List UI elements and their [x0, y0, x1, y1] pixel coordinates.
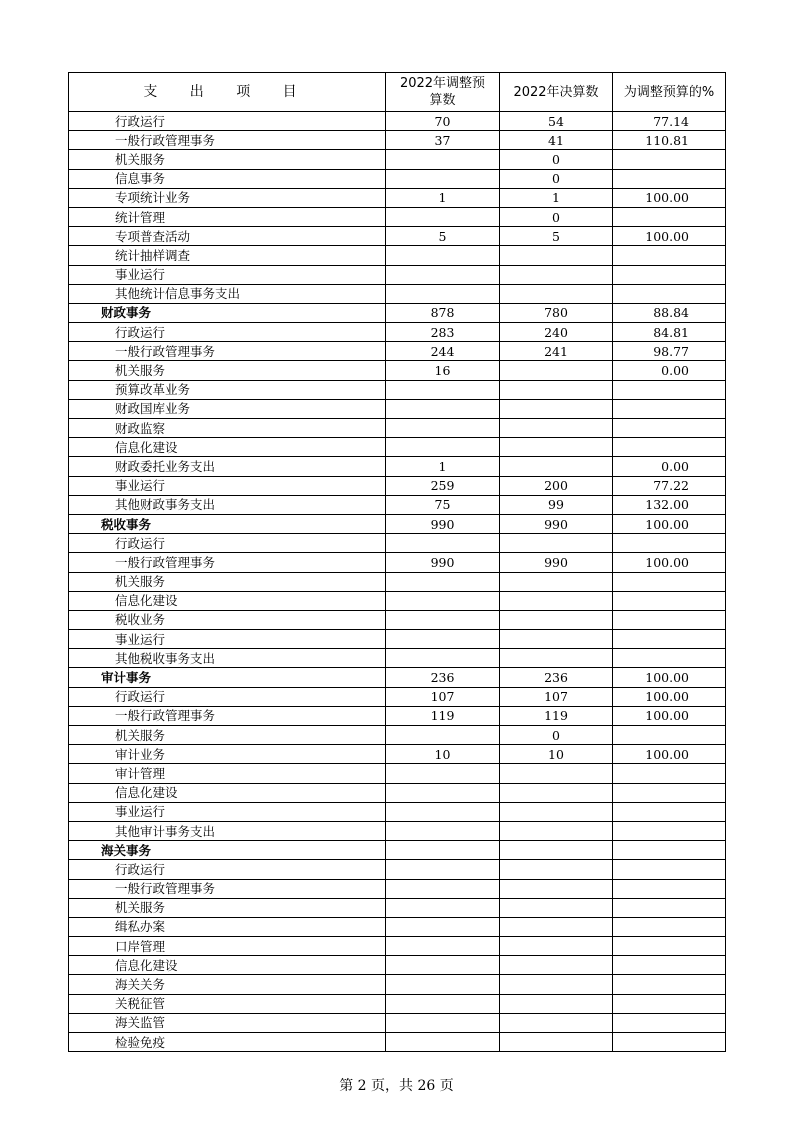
row-ratio-cell [613, 591, 726, 610]
row-item-cell: 财政事务 [69, 303, 386, 322]
row-final-cell: 99 [500, 495, 613, 514]
row-ratio-cell: 88.84 [613, 303, 726, 322]
row-final-cell [500, 534, 613, 553]
row-ratio-cell: 100.00 [613, 745, 726, 764]
row-budget-cell [386, 265, 500, 284]
row-item-cell: 一般行政管理事务 [69, 553, 386, 572]
row-item-cell: 审计业务 [69, 745, 386, 764]
row-budget-cell [386, 169, 500, 188]
row-final-cell [500, 860, 613, 879]
table-row [69, 246, 726, 265]
row-ratio-cell [613, 726, 726, 745]
table-row [69, 495, 726, 514]
row-budget-cell [386, 572, 500, 591]
row-final-cell [500, 419, 613, 438]
table-row [69, 438, 726, 457]
row-ratio-cell: 100.00 [613, 706, 726, 725]
row-budget-cell [386, 917, 500, 936]
table-row [69, 188, 726, 207]
row-final-cell: 1 [500, 188, 613, 207]
row-final-cell: 119 [500, 706, 613, 725]
category-row [69, 668, 726, 687]
row-budget-cell [386, 994, 500, 1013]
table-row [69, 591, 726, 610]
row-item-cell: 关税征管 [69, 994, 386, 1013]
row-item-cell: 专项统计业务 [69, 188, 386, 207]
row-ratio-cell [613, 399, 726, 418]
table-row [69, 572, 726, 591]
row-budget-cell: 259 [386, 476, 500, 495]
row-final-cell: 990 [500, 514, 613, 533]
row-item-cell: 信息化建设 [69, 438, 386, 457]
row-budget-cell [386, 1013, 500, 1032]
row-budget-cell [386, 975, 500, 994]
row-ratio-cell [613, 994, 726, 1013]
row-budget-cell [386, 284, 500, 303]
row-item-cell: 事业运行 [69, 802, 386, 821]
row-ratio-cell [613, 610, 726, 629]
row-ratio-cell [613, 917, 726, 936]
row-final-cell [500, 994, 613, 1013]
row-ratio-cell [613, 802, 726, 821]
row-item-cell: 海关关务 [69, 975, 386, 994]
row-item-cell: 其他财政事务支出 [69, 495, 386, 514]
row-final-cell: 236 [500, 668, 613, 687]
row-final-cell: 107 [500, 687, 613, 706]
row-final-cell: 41 [500, 131, 613, 150]
row-item-cell: 一般行政管理事务 [69, 879, 386, 898]
row-budget-cell: 107 [386, 687, 500, 706]
row-ratio-cell [613, 764, 726, 783]
category-row [69, 514, 726, 533]
table-row [69, 534, 726, 553]
row-final-cell: 0 [500, 150, 613, 169]
row-ratio-cell: 100.00 [613, 227, 726, 246]
row-budget-cell [386, 726, 500, 745]
row-ratio-cell [613, 380, 726, 399]
table-row [69, 112, 726, 131]
category-row [69, 841, 726, 860]
page-footer: 第 2 页，共 26 页 [339, 1078, 454, 1094]
row-item-cell: 海关事务 [69, 841, 386, 860]
table-row [69, 879, 726, 898]
row-budget-cell [386, 783, 500, 802]
table-row [69, 745, 726, 764]
row-item-cell: 行政运行 [69, 687, 386, 706]
row-item-cell: 信息化建设 [69, 956, 386, 975]
row-ratio-cell: 98.77 [613, 342, 726, 361]
row-item-cell: 税收业务 [69, 610, 386, 629]
row-budget-cell: 878 [386, 303, 500, 322]
row-budget-cell: 119 [386, 706, 500, 725]
row-final-cell [500, 284, 613, 303]
header-item: 支 出 项 目 [69, 73, 386, 112]
row-item-cell: 税收事务 [69, 514, 386, 533]
row-ratio-cell [613, 860, 726, 879]
header-final: 2022年决算数 [500, 73, 613, 112]
row-budget-cell: 990 [386, 514, 500, 533]
header-budget: 2022年调整预算数 [386, 73, 500, 112]
row-ratio-cell [613, 572, 726, 591]
row-final-cell [500, 610, 613, 629]
row-item-cell: 海关监管 [69, 1013, 386, 1032]
row-budget-cell [386, 150, 500, 169]
row-ratio-cell: 100.00 [613, 553, 726, 572]
row-budget-cell: 10 [386, 745, 500, 764]
row-budget-cell: 283 [386, 323, 500, 342]
row-ratio-cell: 100.00 [613, 188, 726, 207]
row-ratio-cell: 77.22 [613, 476, 726, 495]
row-ratio-cell [613, 630, 726, 649]
row-item-cell: 行政运行 [69, 323, 386, 342]
table-row [69, 726, 726, 745]
row-item-cell: 审计管理 [69, 764, 386, 783]
table-row [69, 227, 726, 246]
table-row [69, 150, 726, 169]
row-final-cell: 241 [500, 342, 613, 361]
row-budget-cell: 1 [386, 188, 500, 207]
row-item-cell: 其他税收事务支出 [69, 649, 386, 668]
row-budget-cell: 5 [386, 227, 500, 246]
row-final-cell: 200 [500, 476, 613, 495]
table-row [69, 419, 726, 438]
row-budget-cell [386, 591, 500, 610]
row-budget-cell [386, 879, 500, 898]
row-ratio-cell [613, 975, 726, 994]
row-final-cell [500, 1013, 613, 1032]
row-budget-cell: 244 [386, 342, 500, 361]
table-row [69, 399, 726, 418]
table-row [69, 342, 726, 361]
row-item-cell: 其他统计信息事务支出 [69, 284, 386, 303]
category-row [69, 303, 726, 322]
table-row [69, 323, 726, 342]
row-budget-cell: 70 [386, 112, 500, 131]
row-item-cell: 检验免疫 [69, 1033, 386, 1052]
row-budget-cell: 990 [386, 553, 500, 572]
table-row [69, 457, 726, 476]
row-ratio-cell [613, 649, 726, 668]
row-ratio-cell: 84.81 [613, 323, 726, 342]
row-ratio-cell [613, 937, 726, 956]
row-final-cell: 54 [500, 112, 613, 131]
row-final-cell [500, 937, 613, 956]
row-ratio-cell: 100.00 [613, 668, 726, 687]
table-row [69, 975, 726, 994]
row-budget-cell [386, 610, 500, 629]
row-final-cell [500, 783, 613, 802]
row-item-cell: 一般行政管理事务 [69, 706, 386, 725]
row-item-cell: 信息化建设 [69, 783, 386, 802]
row-item-cell: 机关服务 [69, 898, 386, 917]
row-final-cell [500, 802, 613, 821]
row-budget-cell [386, 207, 500, 226]
table-row [69, 476, 726, 495]
row-ratio-cell [613, 284, 726, 303]
header-ratio: 为调整预算的% [613, 73, 726, 112]
row-budget-cell: 1 [386, 457, 500, 476]
row-item-cell: 口岸管理 [69, 937, 386, 956]
row-ratio-cell [613, 879, 726, 898]
row-budget-cell: 75 [386, 495, 500, 514]
row-final-cell: 5 [500, 227, 613, 246]
row-final-cell [500, 841, 613, 860]
row-final-cell [500, 246, 613, 265]
table-row [69, 361, 726, 380]
table-body [69, 112, 726, 1052]
table-row [69, 380, 726, 399]
row-final-cell [500, 956, 613, 975]
row-ratio-cell: 0.00 [613, 457, 726, 476]
row-item-cell: 事业运行 [69, 476, 386, 495]
row-budget-cell [386, 380, 500, 399]
row-budget-cell [386, 956, 500, 975]
table-row [69, 994, 726, 1013]
row-item-cell: 机关服务 [69, 572, 386, 591]
row-item-cell: 统计管理 [69, 207, 386, 226]
table-row [69, 937, 726, 956]
table-row [69, 207, 726, 226]
row-final-cell [500, 649, 613, 668]
table-row [69, 706, 726, 725]
table-row [69, 860, 726, 879]
row-item-cell: 财政国库业务 [69, 399, 386, 418]
row-final-cell [500, 591, 613, 610]
row-item-cell: 专项普查活动 [69, 227, 386, 246]
row-item-cell: 缉私办案 [69, 917, 386, 936]
row-budget-cell [386, 802, 500, 821]
row-budget-cell [386, 246, 500, 265]
table-row [69, 1033, 726, 1052]
row-item-cell: 行政运行 [69, 860, 386, 879]
row-item-cell: 行政运行 [69, 112, 386, 131]
row-item-cell: 审计事务 [69, 668, 386, 687]
row-ratio-cell: 0.00 [613, 361, 726, 380]
row-budget-cell [386, 937, 500, 956]
row-ratio-cell [613, 783, 726, 802]
table-row [69, 649, 726, 668]
row-ratio-cell [613, 1033, 726, 1052]
row-ratio-cell [613, 534, 726, 553]
row-budget-cell [386, 764, 500, 783]
row-ratio-cell [613, 419, 726, 438]
row-ratio-cell [613, 150, 726, 169]
table-row [69, 898, 726, 917]
row-final-cell: 0 [500, 726, 613, 745]
row-item-cell: 行政运行 [69, 534, 386, 553]
row-ratio-cell [613, 898, 726, 917]
row-budget-cell [386, 534, 500, 553]
table-row [69, 610, 726, 629]
row-item-cell: 事业运行 [69, 265, 386, 284]
row-final-cell [500, 572, 613, 591]
row-ratio-cell: 110.81 [613, 131, 726, 150]
table-row [69, 630, 726, 649]
row-final-cell [500, 438, 613, 457]
table-row [69, 1013, 726, 1032]
row-final-cell: 0 [500, 169, 613, 188]
row-item-cell: 统计抽样调查 [69, 246, 386, 265]
budget-table [68, 72, 726, 1052]
row-ratio-cell [613, 821, 726, 840]
row-ratio-cell [613, 956, 726, 975]
row-final-cell [500, 457, 613, 476]
row-final-cell [500, 975, 613, 994]
row-budget-cell [386, 860, 500, 879]
table-row [69, 687, 726, 706]
row-final-cell: 990 [500, 553, 613, 572]
row-item-cell: 事业运行 [69, 630, 386, 649]
row-final-cell: 0 [500, 207, 613, 226]
row-item-cell: 其他审计事务支出 [69, 821, 386, 840]
row-final-cell [500, 879, 613, 898]
row-ratio-cell [613, 169, 726, 188]
row-ratio-cell [613, 438, 726, 457]
table-row [69, 956, 726, 975]
row-ratio-cell [613, 1013, 726, 1032]
row-budget-cell [386, 821, 500, 840]
row-budget-cell [386, 399, 500, 418]
row-budget-cell [386, 649, 500, 668]
row-budget-cell [386, 438, 500, 457]
row-item-cell: 一般行政管理事务 [69, 131, 386, 150]
row-item-cell: 机关服务 [69, 361, 386, 380]
row-item-cell: 信息事务 [69, 169, 386, 188]
row-budget-cell: 37 [386, 131, 500, 150]
row-final-cell [500, 764, 613, 783]
row-final-cell [500, 630, 613, 649]
row-final-cell [500, 821, 613, 840]
table-header [69, 73, 726, 112]
row-ratio-cell [613, 265, 726, 284]
row-budget-cell [386, 419, 500, 438]
row-item-cell: 财政委托业务支出 [69, 457, 386, 476]
table-row [69, 764, 726, 783]
table-row [69, 783, 726, 802]
row-budget-cell: 236 [386, 668, 500, 687]
row-ratio-cell [613, 246, 726, 265]
row-ratio-cell: 100.00 [613, 687, 726, 706]
row-item-cell: 机关服务 [69, 726, 386, 745]
header-row [69, 73, 726, 112]
row-budget-cell [386, 630, 500, 649]
row-ratio-cell: 100.00 [613, 514, 726, 533]
table-row [69, 265, 726, 284]
row-final-cell: 10 [500, 745, 613, 764]
row-ratio-cell [613, 841, 726, 860]
table-row [69, 284, 726, 303]
row-final-cell [500, 1033, 613, 1052]
row-final-cell [500, 898, 613, 917]
row-final-cell [500, 917, 613, 936]
table-row [69, 802, 726, 821]
row-budget-cell [386, 841, 500, 860]
table-row [69, 553, 726, 572]
row-item-cell: 机关服务 [69, 150, 386, 169]
row-budget-cell [386, 898, 500, 917]
row-final-cell [500, 361, 613, 380]
row-budget-cell: 16 [386, 361, 500, 380]
row-ratio-cell [613, 207, 726, 226]
row-final-cell [500, 265, 613, 284]
table-row [69, 821, 726, 840]
table-row [69, 917, 726, 936]
row-item-cell: 一般行政管理事务 [69, 342, 386, 361]
table-row [69, 169, 726, 188]
row-budget-cell [386, 1033, 500, 1052]
row-item-cell: 财政监察 [69, 419, 386, 438]
row-item-cell: 预算改革业务 [69, 380, 386, 399]
row-final-cell [500, 399, 613, 418]
row-ratio-cell: 132.00 [613, 495, 726, 514]
row-final-cell: 240 [500, 323, 613, 342]
row-final-cell [500, 380, 613, 399]
table-row [69, 131, 726, 150]
row-final-cell: 780 [500, 303, 613, 322]
row-item-cell: 信息化建设 [69, 591, 386, 610]
row-ratio-cell: 77.14 [613, 112, 726, 131]
